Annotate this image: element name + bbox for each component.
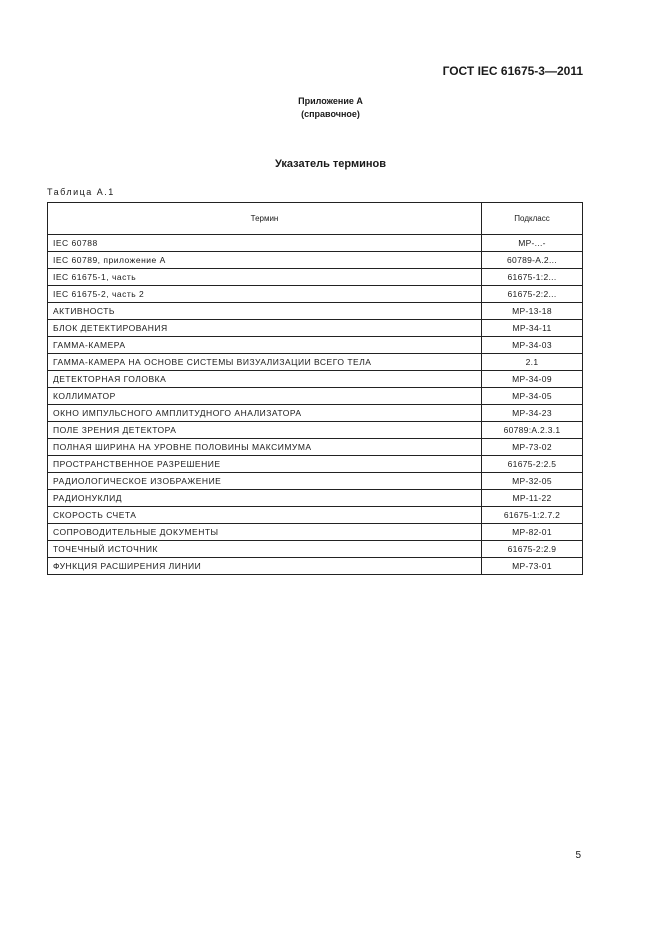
term-cell: ГАММА-КАМЕРА — [48, 337, 482, 354]
table-label: Таблица А.1 — [47, 187, 115, 197]
subclass-cell: МР-73-02 — [482, 439, 583, 456]
term-cell: ПРОСТРАНСТВЕННОЕ РАЗРЕШЕНИЕ — [48, 456, 482, 473]
table-row — [48, 235, 583, 252]
term-cell: ТОЧЕЧНЫЙ ИСТОЧНИК — [48, 541, 482, 558]
subclass-cell: 60789:А.2.3.1 — [482, 422, 583, 439]
subclass-cell: МР-32-05 — [482, 473, 583, 490]
annex-title: Приложение А — [298, 96, 363, 106]
standard-header: ГОСТ IEC 61675-3—2011 — [442, 64, 583, 78]
header-subclass: Подкласс — [482, 203, 583, 235]
term-cell: ПОЛНАЯ ШИРИНА НА УРОВНЕ ПОЛОВИНЫ МАКСИМУМА — [48, 439, 482, 456]
table-row — [48, 422, 583, 439]
term-cell: КОЛЛИМАТОР — [48, 388, 482, 405]
table-row — [48, 269, 583, 286]
subclass-cell: МР-34-11 — [482, 320, 583, 337]
table-row — [48, 303, 583, 320]
page-number: 5 — [575, 850, 581, 861]
subclass-cell: 61675-1:2... — [482, 269, 583, 286]
subclass-cell: 60789-А.2... — [482, 252, 583, 269]
table-row — [48, 524, 583, 541]
term-cell: ОКНО ИМПУЛЬСНОГО АМПЛИТУДНОГО АНАЛИЗАТОРА — [48, 405, 482, 422]
table-row — [48, 388, 583, 405]
table-row — [48, 456, 583, 473]
term-cell: БЛОК ДЕТЕКТИРОВАНИЯ — [48, 320, 482, 337]
subclass-cell: 61675-2:2... — [482, 286, 583, 303]
table-row — [48, 252, 583, 269]
table-body — [48, 235, 583, 575]
term-cell: СОПРОВОДИТЕЛЬНЫЕ ДОКУМЕНТЫ — [48, 524, 482, 541]
subclass-cell: МР-73-01 — [482, 558, 583, 575]
subclass-cell: МР-82-01 — [482, 524, 583, 541]
subclass-cell: МР-...- — [482, 235, 583, 252]
subclass-cell: МР-13-18 — [482, 303, 583, 320]
subclass-cell: МР-34-23 — [482, 405, 583, 422]
annex-heading — [0, 95, 661, 121]
term-cell: IEC 60789, приложение А — [48, 252, 482, 269]
table-row — [48, 405, 583, 422]
table-row — [48, 320, 583, 337]
term-cell: ДЕТЕКТОРНАЯ ГОЛОВКА — [48, 371, 482, 388]
term-cell: СКОРОСТЬ СЧЕТА — [48, 507, 482, 524]
term-cell: IEC 60788 — [48, 235, 482, 252]
term-cell: ФУНКЦИЯ РАСШИРЕНИЯ ЛИНИИ — [48, 558, 482, 575]
index-title: Указатель терминов — [274, 158, 387, 170]
subclass-cell: 61675-2:2.9 — [482, 541, 583, 558]
subclass-cell: МР-34-09 — [482, 371, 583, 388]
term-cell: IEC 61675-1, часть — [48, 269, 482, 286]
term-cell: АКТИВНОСТЬ — [48, 303, 482, 320]
term-cell: РАДИОЛОГИЧЕСКОЕ ИЗОБРАЖЕНИЕ — [48, 473, 482, 490]
term-cell: IEC 61675-2, часть 2 — [48, 286, 482, 303]
table-row — [48, 507, 583, 524]
term-cell: ГАММА-КАМЕРА НА ОСНОВЕ СИСТЕМЫ ВИЗУАЛИЗАЦИИ ВСЕГО ТЕЛА — [48, 354, 482, 371]
term-cell: РАДИОНУКЛИД — [48, 490, 482, 507]
subclass-cell: 2.1 — [482, 354, 583, 371]
term-cell: ПОЛЕ ЗРЕНИЯ ДЕТЕКТОРА — [48, 422, 482, 439]
table-row — [48, 558, 583, 575]
table-row — [48, 286, 583, 303]
table-row — [48, 541, 583, 558]
annex-subtitle: (справочное) — [301, 109, 360, 119]
subclass-cell: МР-34-05 — [482, 388, 583, 405]
header-term: Термин — [48, 203, 482, 235]
table-row — [48, 371, 583, 388]
table-row — [48, 439, 583, 456]
subclass-cell: МР-34-03 — [482, 337, 583, 354]
subclass-cell: МР-11-22 — [482, 490, 583, 507]
table-header-row — [48, 203, 583, 235]
subclass-cell: 61675-2:2.5 — [482, 456, 583, 473]
subclass-cell: 61675-1:2.7.2 — [482, 507, 583, 524]
table-row — [48, 354, 583, 371]
terms-table — [47, 202, 583, 575]
table-row — [48, 490, 583, 507]
table-row — [48, 337, 583, 354]
table-row — [48, 473, 583, 490]
